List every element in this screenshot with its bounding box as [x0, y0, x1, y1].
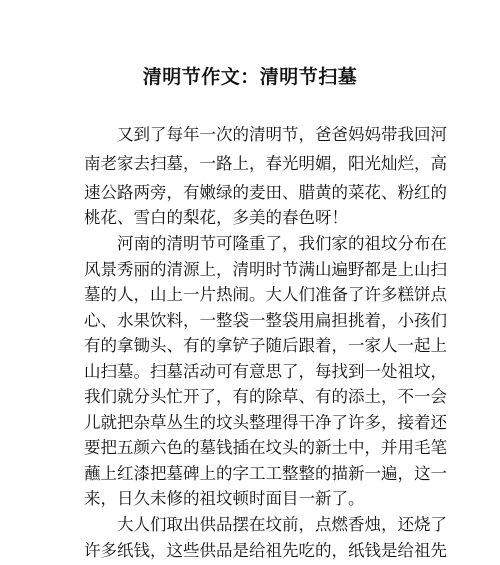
paragraph-line: 来，日久未修的祖坟顿时面目一新了。	[84, 489, 365, 508]
paragraph-line: 许多纸钱，这些供品是给祖先吃的，纸钱是给祖先	[84, 541, 447, 560]
paragraph-line: 又到了每年一次的清明节，爸爸妈妈带我回河	[117, 125, 447, 144]
paragraph-line: 墓的人，山上一片热闹。大人们准备了许多糕饼点	[84, 285, 447, 304]
paragraph-line: 南老家去扫墓，一路上，春光明媚，阳光灿烂，高	[84, 154, 447, 173]
paragraph-line: 山扫墓。扫墓活动可有意思了，每找到一处祖坟，	[84, 362, 447, 381]
paragraph-line: 我们就分头忙开了，有的除草、有的添土，不一会	[84, 387, 447, 406]
paragraph-line: 大人们取出供品摆在坟前，点燃香烛，还烧了	[117, 515, 447, 534]
paragraph-line: 桃花、雪白的梨花，多美的春色呀！	[84, 208, 348, 227]
paragraph-line: 有的拿锄头、有的拿铲子随后跟着，一家人一起上	[84, 336, 447, 355]
paragraph-line: 速公路两旁，有嫩绿的麦田、腊黄的菜花、粉红的	[84, 183, 447, 202]
document-title: 清明节作文：清明节扫墓	[142, 66, 358, 88]
paragraph-line: 心、水果饮料，一整袋一整袋用扁担挑着，小孩们	[84, 311, 447, 330]
paragraph-line: 蘸上红漆把墓碑上的字工工整整的描新一遍，这一	[84, 464, 447, 483]
paragraph-line: 河南的清明节可隆重了，我们家的祖坟分布在	[117, 234, 447, 253]
paragraph-line: 儿就把杂草丛生的坟头整理得干净了许多，接着还	[84, 413, 447, 432]
paragraph-line: 要把五颜六色的墓钱插在坟头的新土中，并用毛笔	[84, 438, 447, 457]
paragraph-line: 风景秀丽的清源上，清明时节满山遍野都是上山扫	[84, 260, 447, 279]
